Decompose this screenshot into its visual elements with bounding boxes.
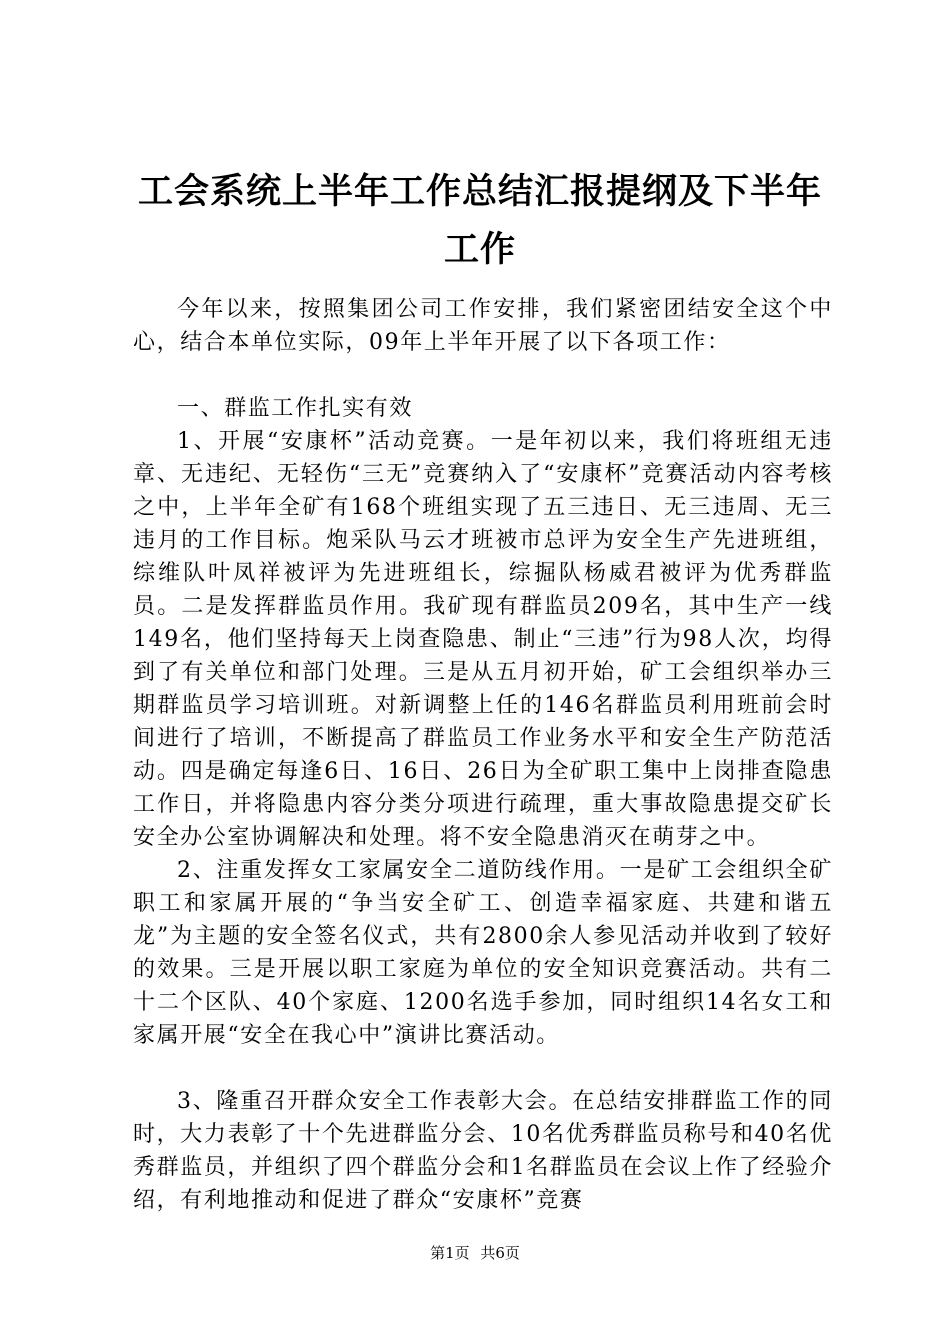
- body-paragraph-2: 2、注重发挥女工家属安全二道防线作用。一是矿工会组织全矿职工和家属开展的“争当安全矿工、创造幸福家庭、共建和谐五龙”为主题的安全签名仪式，共有2800余人参见活动并收到了较好的效果。三是开展以职工家庭为单位的安全知识竞赛活动。共有二十二个区队、40个家庭、1200名选手参加，同时组织14名女工和家属开展“安全在我心中”演讲比赛活动。: [133, 858, 833, 1048]
- section-heading: 一、群监工作扎实有效: [177, 396, 414, 421]
- intro-paragraph: 今年以来，按照集团公司工作安排，我们紧密团结安全这个中心，结合本单位实际，09年上半年开展了以下各项工作：: [133, 297, 833, 355]
- body-paragraph-3: 3、隆重召开群众安全工作表彰大会。在总结安排群监工作的同时，大力表彰了十个先进群监分会、10名优秀群监员称号和40名优秀群监员，并组织了四个群监分会和1名群监员在会议上作了经验介绍，有利地推动和促进了群众“安康杯”竞赛: [133, 1089, 833, 1213]
- paragraph-gap: [133, 1052, 833, 1085]
- page-number-footer: 第1页 共6页: [430, 1244, 520, 1262]
- body-paragraph-1: 1、开展“安康杯”活动竞赛。一是年初以来，我们将班组无违章、无违纪、无轻伤“三无”竞赛纳入了“安康杯”竞赛活动内容考核之中，上半年全矿有168个班组实现了五三违日、无三违周、无三违月的工作目标。炮采队马云才班被市总评为安全生产先进班组，综维队叶凤祥被评为先进班组长，综掘队杨威君被评为优秀群监员。二是发挥群监员作用。我矿现有群监员209名，其中生产一线149名，他们坚持每天上岗查隐患、制止“三违”行为98人次，均得到了有关单位和部门处理。三是从五月初开始，矿工会组织举办三期群监员学习培训班。对新调整上任的146名群监员利用班前会时间进行了培训，不断提高了群监员工作业务水平和安全生产防范活动。四是确定每逢6日、16日、26日为全矿职工集中上岗排查隐患工作日，并将隐患内容分类分项进行疏理，重大事故隐患提交矿长安全办公室协调解决和处理。将不安全隐患消灭在萌芽之中。: [133, 429, 833, 850]
- paragraph-gap: [133, 359, 833, 392]
- document-title: 工会系统上半年工作总结汇报提纲及下半年工作: [137, 172, 822, 270]
- document-body: [133, 293, 833, 1217]
